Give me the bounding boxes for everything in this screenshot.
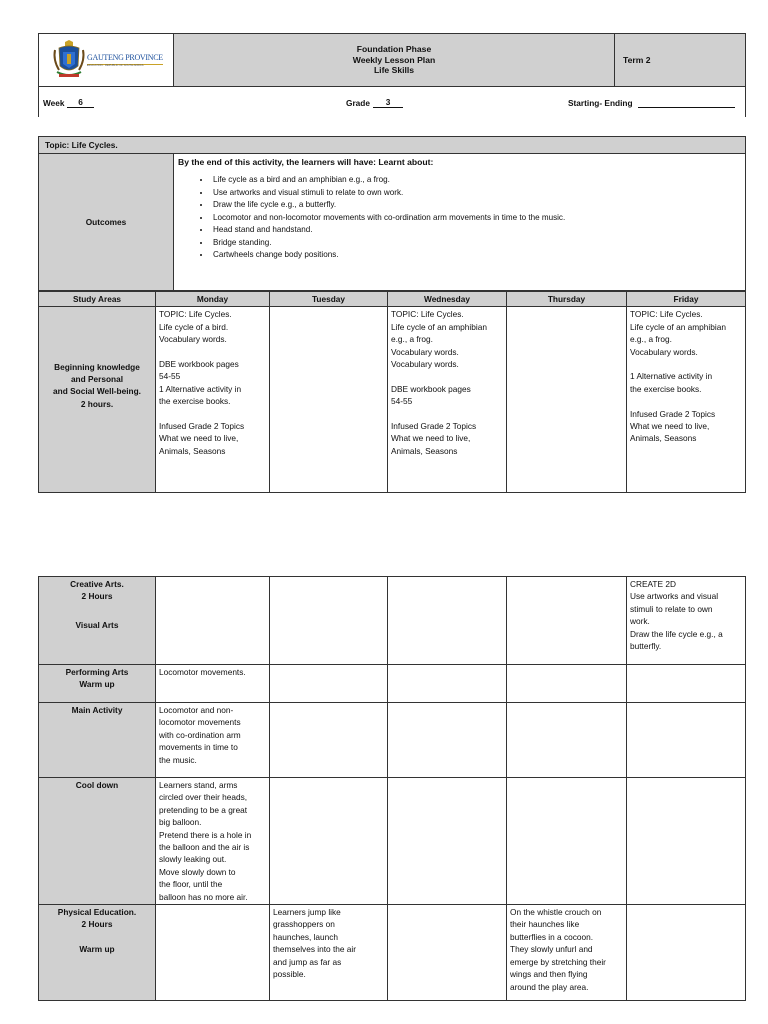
performing-monday-cell[interactable]: Locomotor movements. [156, 665, 270, 703]
outcomes-content [174, 154, 746, 291]
outcomes-label-cell [39, 154, 174, 291]
creative-tuesday-cell[interactable] [270, 577, 388, 665]
title-subject: Life Skills [373, 65, 415, 76]
topic-bar [39, 137, 746, 154]
creative-thursday-cell[interactable] [507, 577, 627, 665]
pe-thursday-cell[interactable]: On the whistle crouch on their haunches like butterflies in a cocoon. They slowly unfurl and emerge by stretching their wings and then flying around the play area. [507, 905, 627, 1001]
outcome-item: • Locomotor and non-locomotor movements with co-ordination arm movements in time to the music. [211, 212, 741, 225]
week-number: 6 [78, 97, 83, 107]
pe-monday-cell[interactable] [156, 905, 270, 1001]
performing-arts-label: Performing Arts Warm up [39, 665, 156, 703]
pe-friday-cell[interactable] [627, 905, 746, 1001]
outcomes-label: Outcomes [85, 216, 127, 227]
cool-down-thursday-cell[interactable] [507, 778, 627, 905]
schedule-table [38, 291, 746, 493]
starting-ending-label: Starting- Ending [568, 98, 633, 108]
logo-subtext: EDUCATION · REPUBLIC OF SOUTH AFRICA [87, 64, 144, 67]
term-cell [615, 34, 746, 87]
performing-friday-cell[interactable] [627, 665, 746, 703]
starting-ending-field[interactable] [638, 97, 735, 108]
physical-education-label: Physical Education. 2 Hours [57, 907, 137, 930]
main-activity-thursday-cell[interactable] [507, 703, 627, 778]
performing-thursday-cell[interactable] [507, 665, 627, 703]
pe-warm-up-label: Warm up [79, 943, 115, 954]
performing-wednesday-cell[interactable] [388, 665, 507, 703]
logo-wordmark: GAUTENG PROVINCE [87, 52, 163, 65]
cool-down-label: Cool down [39, 778, 156, 905]
pe-tuesday-cell[interactable]: Learners jump like grasshoppers on haunches, launch themselves into the air and jump as far as possible. [270, 905, 388, 1001]
grade-value[interactable] [373, 97, 403, 108]
main-activity-wednesday-cell[interactable] [388, 703, 507, 778]
cool-down-monday-cell[interactable]: Learners stand, arms circled over their heads, pretending to be a great big balloon. Pretend there is a hole in the balloon and the air is slowly leaking out. Move slowly down to the floor, until the balloon has no more air. [156, 778, 270, 905]
outcome-item: • Draw the life cycle e.g., a butterfly. [211, 199, 741, 212]
bk-tuesday-cell[interactable] [270, 307, 388, 493]
main-activity-tuesday-cell[interactable] [270, 703, 388, 778]
outcome-item: • Life cycle as a bird and an amphibian e.g., a frog. [211, 174, 741, 187]
bk-wednesday-cell[interactable]: TOPIC: Life Cycles. Life cycle of an amphibian e.g., a frog. Vocabulary words. Vocabulary words. DBE workbook pages 54-55 Infused Grade 2 Topics What we need to live, Animals, Seasons [388, 307, 507, 493]
outcomes-table [38, 136, 746, 291]
header-wednesday: Wednesday [388, 292, 507, 307]
outcome-item: • Bridge standing. [211, 237, 741, 250]
header-monday: Monday [156, 292, 270, 307]
title-plan: Weekly Lesson Plan [352, 54, 436, 65]
creative-monday-cell[interactable] [156, 577, 270, 665]
visual-arts-label: Visual Arts [75, 619, 119, 630]
activities-table [38, 576, 746, 1001]
header-friday: Friday [627, 292, 746, 307]
logo-cell [39, 34, 174, 87]
performing-tuesday-cell[interactable] [270, 665, 388, 703]
grade-number: 3 [385, 97, 391, 107]
header-table [38, 33, 746, 117]
creative-arts-label: Creative Arts. 2 Hours [70, 579, 124, 602]
creative-wednesday-cell[interactable] [388, 577, 507, 665]
term-label: Term 2 [623, 54, 651, 65]
header-tuesday: Tuesday [270, 292, 388, 307]
topic-text: Topic: Life Cycles. [45, 140, 118, 150]
cool-down-wednesday-cell[interactable] [388, 778, 507, 905]
main-activity-label: Main Activity [39, 703, 156, 778]
week-value[interactable] [67, 97, 94, 108]
main-activity-monday-cell[interactable]: Locomotor and non- locomotor movements with co-ordination arm movements in time to the music. [156, 703, 270, 778]
cool-down-tuesday-cell[interactable] [270, 778, 388, 905]
bk-thursday-cell[interactable] [507, 307, 627, 493]
outcome-item: • Cartwheels change body positions. [211, 249, 741, 262]
bk-monday-cell[interactable]: TOPIC: Life Cycles. Life cycle of a bird. Vocabulary words. DBE workbook pages 54-55 1 Alternative activity in the exercise books. Infused Grade 2 Topics What we need to live, Animals, Seasons [156, 307, 270, 493]
bk-friday-cell[interactable]: TOPIC: Life Cycles. Life cycle of an amphibian e.g., a frog. Vocabulary words. 1 Alternative activity in the exercise books. Infused Grade 2 Topics What we need to live, Animals, Seasons [627, 307, 746, 493]
main-activity-friday-cell[interactable] [627, 703, 746, 778]
outcome-item: • Head stand and handstand. [211, 224, 741, 237]
header-study-areas: Study Areas [39, 292, 156, 307]
outcomes-intro: By the end of this activity, the learners will have: Learnt about: [178, 157, 434, 167]
lesson-plan-title [174, 34, 615, 87]
creative-friday-cell[interactable]: CREATE 2D Use artworks and visual stimuli to relate to own work. Draw the life cycle e.g., a butterfly. [627, 577, 746, 665]
pe-wednesday-cell[interactable] [388, 905, 507, 1001]
beginning-knowledge-label: Beginning knowledge and Personal and Social Well-being. 2 hours. [39, 307, 156, 493]
cool-down-friday-cell[interactable] [627, 778, 746, 905]
week-label: Week [43, 98, 65, 108]
outcomes-list [178, 174, 741, 262]
outcome-item: • Use artworks and visual stimuli to relate to own work. [211, 187, 741, 200]
title-phase: Foundation Phase [356, 44, 432, 55]
header-thursday: Thursday [507, 292, 627, 307]
creative-arts-label-cell [39, 577, 156, 665]
grade-label: Grade [346, 98, 370, 108]
physical-education-label-cell [39, 905, 156, 1001]
info-row [39, 87, 746, 118]
